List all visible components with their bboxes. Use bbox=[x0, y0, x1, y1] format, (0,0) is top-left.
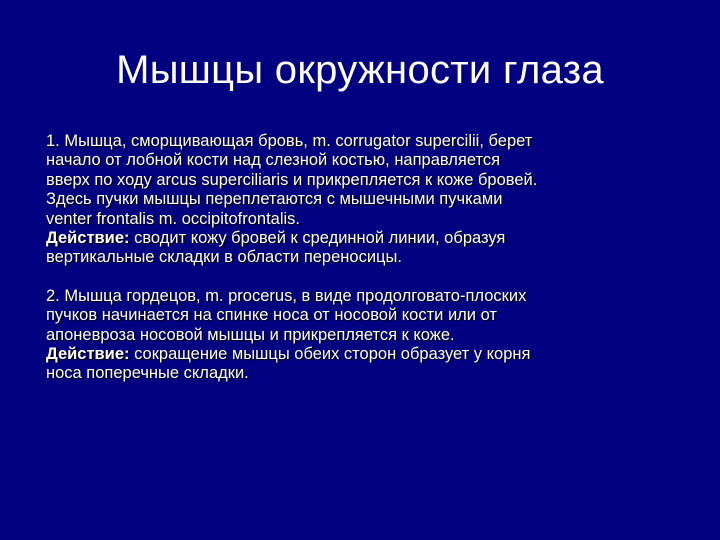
paragraph-line: апоневроза носовой мышцы и прикрепляется к коже. bbox=[46, 325, 455, 344]
paragraph-line: 2. Мышца гордецов, m. procerus, в виде продолговато-плоских bbox=[46, 286, 527, 305]
action-label: Действие: bbox=[46, 229, 130, 248]
paragraph-procerus bbox=[46, 287, 686, 384]
paragraph-line: 1. Мышца, сморщивающая бровь, m. corrugator supercilii, берет bbox=[46, 132, 533, 150]
paragraph-line: пучков начинается на спинке носа от носовой кости или от bbox=[46, 306, 497, 325]
action-line: носа поперечные складки. bbox=[46, 364, 249, 383]
paragraph-line: вверх по ходу arcus superciliaris и прикрепляется к коже бровей. bbox=[46, 170, 538, 189]
action-line bbox=[46, 345, 686, 364]
paragraph-line: начало от лобной кости над слезной костью, направляется bbox=[46, 151, 501, 170]
action-label: Действие: bbox=[46, 345, 130, 364]
paragraph-line: Здесь пучки мышцы переплетаются с мышечными пучками bbox=[46, 190, 503, 209]
paragraph-line: venter frontalis m. occipitofrontalis. bbox=[46, 209, 301, 228]
action-line bbox=[46, 229, 686, 248]
slide-body bbox=[46, 132, 686, 403]
slide-title: Мышцы окружности глаза bbox=[116, 48, 604, 92]
action-text: сокращение мышцы обеих сторон образует у корня bbox=[134, 345, 531, 364]
action-line: вертикальные складки в области переносицы. bbox=[46, 248, 402, 267]
paragraph-corrugator bbox=[46, 132, 686, 268]
action-text: сводит кожу бровей к срединной линии, образуя bbox=[134, 229, 506, 248]
